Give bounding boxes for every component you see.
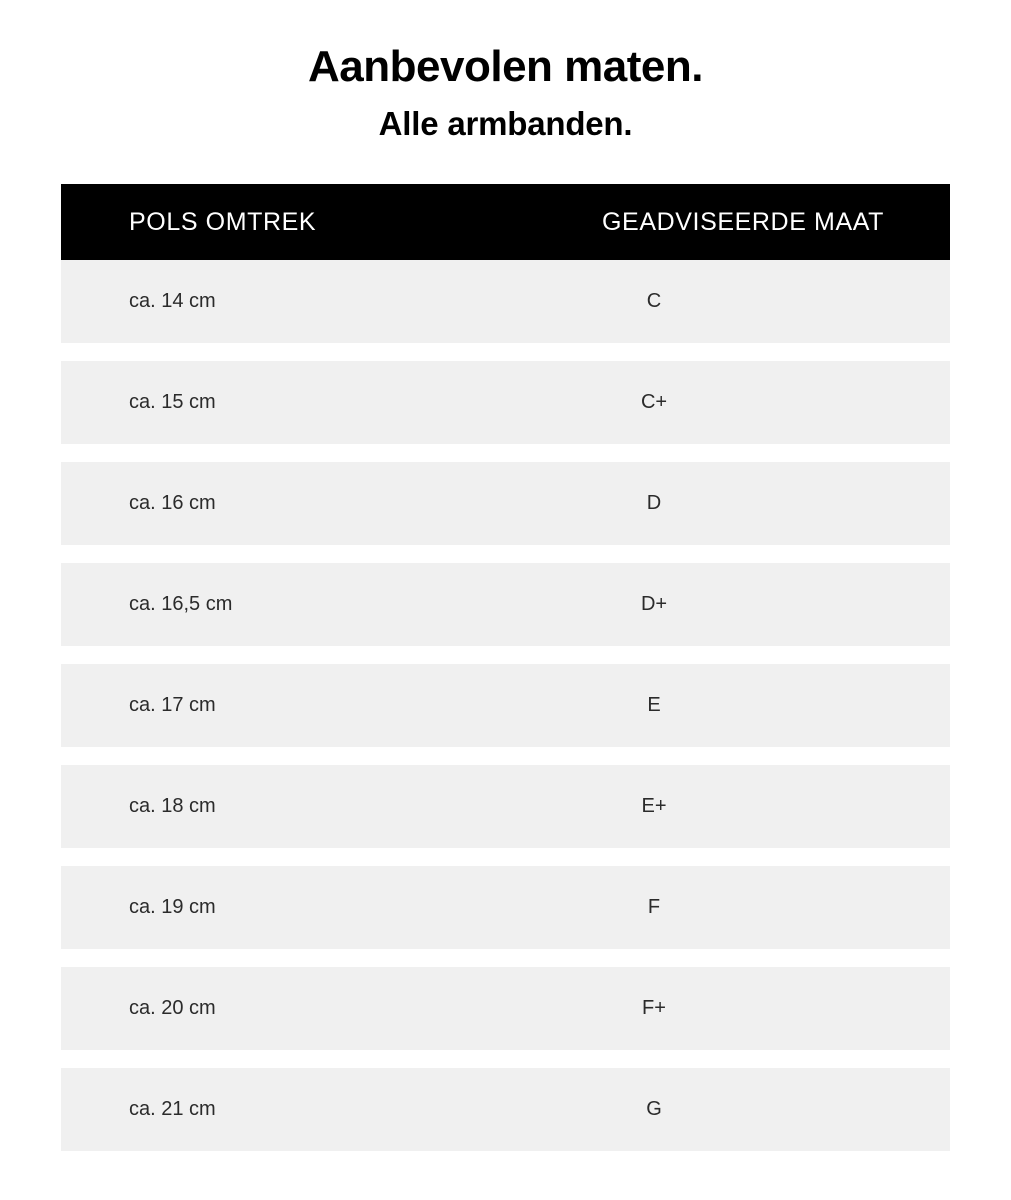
table-body bbox=[61, 260, 950, 1160]
cell-size: C bbox=[537, 260, 950, 352]
cell-size: E+ bbox=[537, 756, 950, 857]
cell-wrist: ca. 15 cm bbox=[61, 352, 537, 453]
table-row bbox=[61, 857, 950, 958]
table-row bbox=[61, 655, 950, 756]
cell-size: C+ bbox=[537, 352, 950, 453]
cell-size: F+ bbox=[537, 958, 950, 1059]
column-header-wrist: POLS OMTREK bbox=[61, 184, 537, 260]
cell-size: G bbox=[537, 1059, 950, 1160]
table-row bbox=[61, 756, 950, 857]
page-subtitle: Alle armbanden. bbox=[378, 105, 633, 143]
cell-wrist: ca. 16 cm bbox=[61, 453, 537, 554]
cell-wrist: ca. 18 cm bbox=[61, 756, 537, 857]
cell-size: E bbox=[537, 655, 950, 756]
cell-wrist: ca. 14 cm bbox=[61, 260, 537, 352]
cell-wrist: ca. 17 cm bbox=[61, 655, 537, 756]
cell-wrist: ca. 19 cm bbox=[61, 857, 537, 958]
cell-size: D bbox=[537, 453, 950, 554]
table-row bbox=[61, 554, 950, 655]
table-row bbox=[61, 1059, 950, 1160]
table-header-row bbox=[61, 184, 950, 260]
table-row bbox=[61, 453, 950, 554]
cell-wrist: ca. 16,5 cm bbox=[61, 554, 537, 655]
cell-wrist: ca. 21 cm bbox=[61, 1059, 537, 1160]
table-row bbox=[61, 260, 950, 352]
column-header-size: GEADVISEERDE MAAT bbox=[537, 184, 950, 260]
table-row bbox=[61, 352, 950, 453]
cell-size: F bbox=[537, 857, 950, 958]
table-row bbox=[61, 958, 950, 1059]
cell-size: D+ bbox=[537, 554, 950, 655]
page-title: Aanbevolen maten. bbox=[308, 42, 703, 91]
size-table-container bbox=[61, 184, 950, 1169]
table-header bbox=[61, 184, 950, 260]
cell-wrist: ca. 20 cm bbox=[61, 958, 537, 1059]
size-table bbox=[61, 184, 950, 1169]
page-header bbox=[0, 0, 1011, 142]
